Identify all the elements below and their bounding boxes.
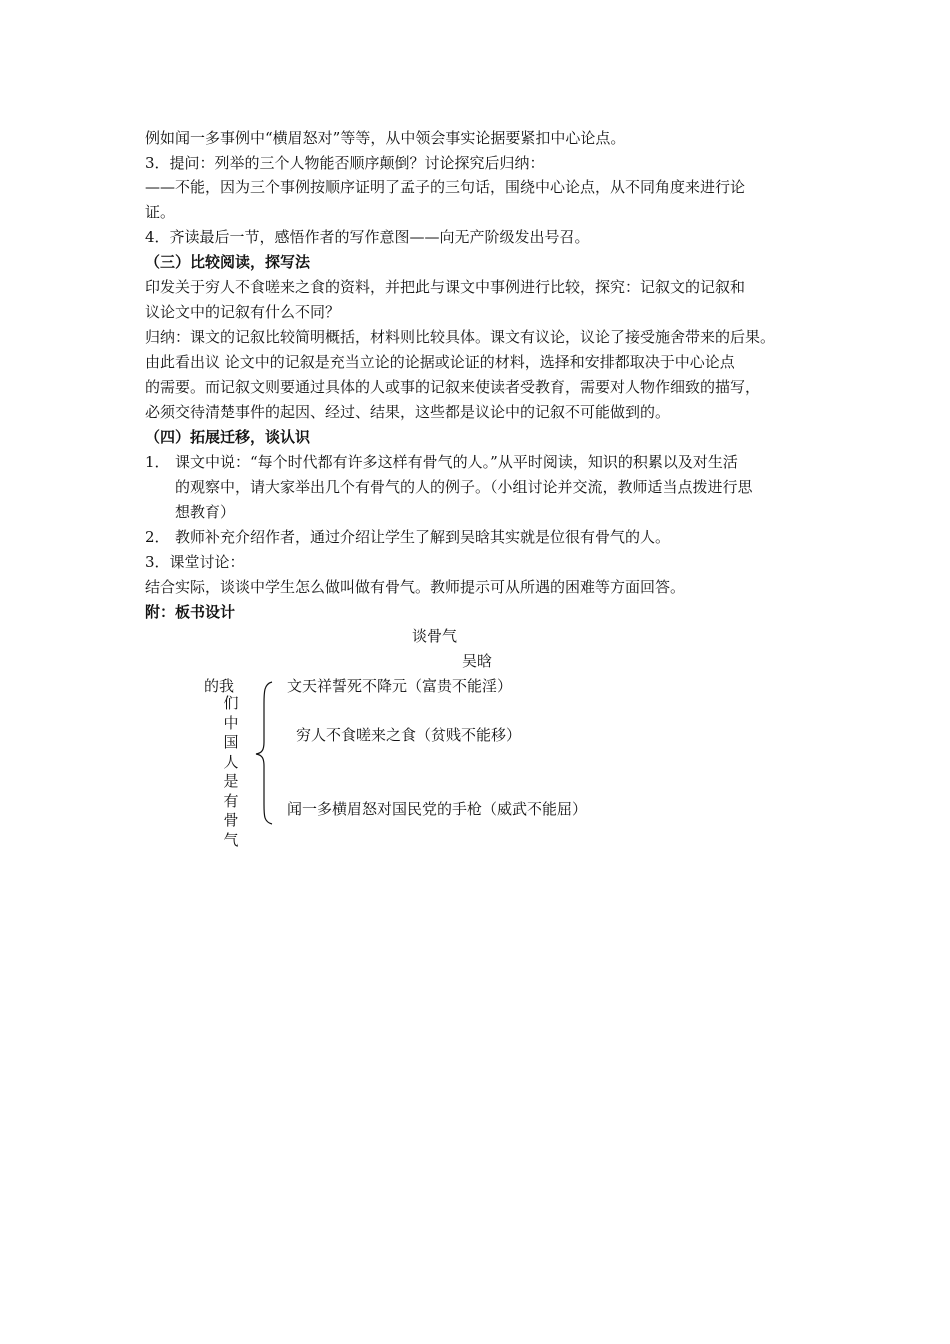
list-item-text: 想教育） [175, 503, 236, 521]
board-vertical-text: 们中国人是有骨气 [223, 694, 239, 849]
section-heading: （四）拓展迁移，谈认识 [145, 428, 311, 446]
list-item-text: 课文中说：“每个时代都有许多这样有骨气的人。”从平时阅读，知识的积累以及对生活 [175, 453, 738, 471]
appendix-heading: 附：板书设计 [145, 603, 236, 621]
board-entry: 闻一多横眉怒对国民党的手枪（威武不能屈） [287, 800, 588, 818]
text-line: 例如闻一多事例中“横眉怒对”等等，从中领会事实论据要紧扣中心论点。 [145, 129, 626, 147]
board-brace [252, 680, 278, 826]
list-item-text: 3．课堂讨论： [145, 553, 245, 571]
text-line: 的需要。而记叙文则要通过具体的人或事的记叙来使读者受教育，需要对人物作细致的描写， [145, 378, 761, 396]
text-line: 4．齐读最后一节，感悟作者的写作意图——向无产阶级发出号召。 [145, 228, 590, 246]
text-line: 归纳：课文的记叙比较简明概括，材料则比较具体。课文有议论，议论了接受施舍带来的后果。 [145, 328, 776, 346]
text-line: 必须交待清楚事件的起因、经过、结果，这些都是议论中的记叙不可能做到的。 [145, 403, 671, 421]
text-line: 由此看出议 论文中的记叙是充当立论的论据或论证的材料，选择和安排都取决于中心论点 [145, 353, 735, 371]
list-item-text: 的观察中，请大家举出几个有骨气的人的例子。（小组讨论并交流，教师适当点拨进行思 [175, 478, 753, 496]
text-line: 证。 [145, 203, 176, 221]
text-line: ——不能，因为三个事例按顺序证明了孟子的三句话，围绕中心论点，从不同角度来进行论 [145, 178, 746, 196]
list-number: 2． [145, 528, 170, 546]
text-line: 议论文中的记叙有什么不同？ [145, 303, 341, 321]
text-line: 印发关于穷人不食嗟来之食的资料，并把此与课文中事例进行比较，探究：记叙文的记叙和 [145, 278, 746, 296]
text-line: 结合实际，谈谈中学生怎么做叫做有骨气。教师提示可从所遇的困难等方面回答。 [145, 578, 686, 596]
board-title: 谈骨气 [412, 627, 458, 645]
list-item-text: 教师补充介绍作者，通过介绍让学生了解到吴晗其实就是位很有骨气的人。 [175, 528, 671, 546]
board-entry: 文天祥誓死不降元（富贵不能淫） [287, 677, 513, 695]
board-entry: 穷人不食嗟来之食（贫贱不能移） [296, 726, 522, 744]
text-line: 3．提问：列举的三个人物能否顺序颠倒？讨论探究后归纳： [145, 154, 545, 172]
board-author: 吴晗 [462, 652, 493, 670]
section-heading: （三）比较阅读，探写法 [145, 253, 311, 271]
board-vertical-text: 的我 [204, 677, 235, 695]
list-number: 1． [145, 453, 170, 471]
